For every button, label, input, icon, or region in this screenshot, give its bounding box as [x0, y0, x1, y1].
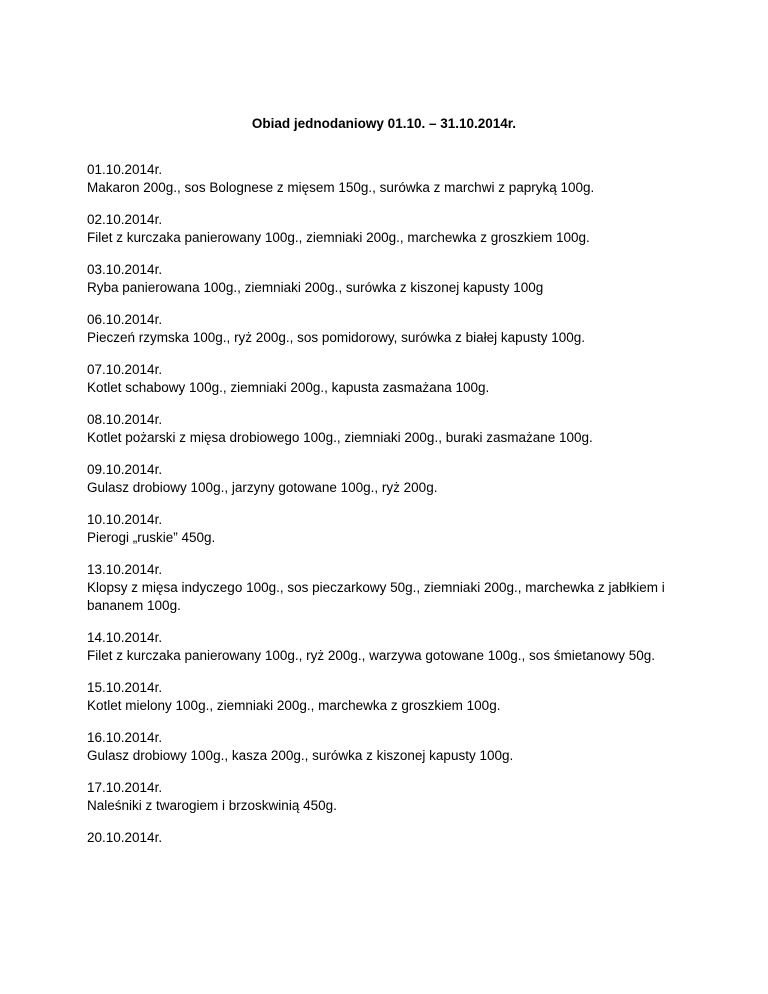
entry-date: 13.10.2014r.: [87, 562, 163, 577]
entry-dishes: Kotlet schabowy 100g., ziemniaki 200g., kapusta zasmażana 100g.: [87, 380, 490, 395]
entry-dishes: Gulasz drobiowy 100g., kasza 200g., surówka z kiszonej kapusty 100g.: [87, 748, 514, 763]
entry-date: 07.10.2014r.: [87, 362, 163, 377]
menu-entry: [87, 829, 687, 847]
entry-dishes: Klopsy z mięsa indyczego 100g., sos pieczarkowy 50g., ziemniaki 200g., marchewka z jabłkiem i bananem 100g.: [87, 580, 665, 613]
entry-dishes: Kotlet mielony 100g., ziemniaki 200g., marchewka z groszkiem 100g.: [87, 698, 501, 713]
menu-entry: [87, 629, 687, 665]
entry-dishes: Kotlet pożarski z mięsa drobiowego 100g., ziemniaki 200g., buraki zasmażane 100g.: [87, 430, 593, 445]
entry-date: 10.10.2014r.: [87, 512, 163, 527]
entry-dishes: Filet z kurczaka panierowany 100g., ryż 200g., warzywa gotowane 100g., sos śmietanowy 50g.: [87, 648, 656, 663]
entry-date: 17.10.2014r.: [87, 780, 163, 795]
entry-date: 08.10.2014r.: [87, 412, 163, 427]
document-title: Obiad jednodaniowy 01.10. – 31.10.2014r.: [251, 116, 517, 131]
entry-date: 02.10.2014r.: [87, 212, 163, 227]
menu-entries: [87, 161, 687, 861]
entry-dishes: Pieczeń rzymska 100g., ryż 200g., sos pomidorowy, surówka z białej kapusty 100g.: [87, 330, 585, 345]
entry-date: 16.10.2014r.: [87, 730, 163, 745]
menu-entry: [87, 511, 687, 547]
entry-date: 20.10.2014r.: [87, 830, 163, 845]
entry-date: 09.10.2014r.: [87, 462, 163, 477]
entry-date: 03.10.2014r.: [87, 262, 163, 277]
entry-date: 01.10.2014r.: [87, 162, 163, 177]
entry-date: 15.10.2014r.: [87, 680, 163, 695]
menu-entry: [87, 211, 687, 247]
entry-dishes: Makaron 200g., sos Bolognese z mięsem 150g., surówka z marchwi z papryką 100g.: [87, 180, 595, 195]
menu-entry: [87, 561, 687, 615]
entry-dishes: Ryba panierowana 100g., ziemniaki 200g., surówka z kiszonej kapusty 100g: [87, 280, 544, 295]
entry-date: 06.10.2014r.: [87, 312, 163, 327]
menu-entry: [87, 411, 687, 447]
entry-dishes: Gulasz drobiowy 100g., jarzyny gotowane 100g., ryż 200g.: [87, 480, 438, 495]
menu-entry: [87, 161, 687, 197]
menu-entry: [87, 461, 687, 497]
entry-dishes: Filet z kurczaka panierowany 100g., ziemniaki 200g., marchewka z groszkiem 100g.: [87, 230, 590, 245]
menu-entry: [87, 729, 687, 765]
menu-entry: [87, 261, 687, 297]
menu-entry: [87, 311, 687, 347]
entry-dishes: Naleśniki z twarogiem i brzoskwinią 450g.: [87, 798, 337, 813]
menu-entry: [87, 361, 687, 397]
entry-dishes: Pierogi „ruskie” 450g.: [87, 530, 216, 545]
menu-entry: [87, 779, 687, 815]
entry-date: 14.10.2014r.: [87, 630, 163, 645]
menu-entry: [87, 679, 687, 715]
